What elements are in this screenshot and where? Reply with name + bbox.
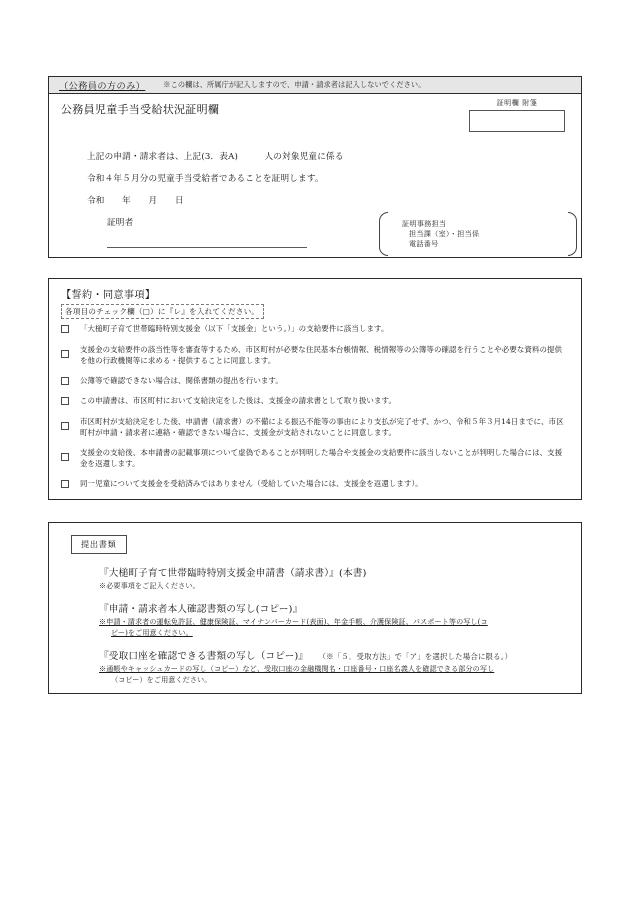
document-entry [99,648,563,686]
checklist-item-label: 支援金の支給後、本申請書の記載事項について虚偽であることが判明した場合や支援金の支給要件に該当しないことが判明した場合には、支援金を返還します。 [80,447,563,469]
public-servant-certification-section [48,76,582,258]
document-note-line-2: （コピー）をご用意ください。 [111,674,212,684]
certification-text-line-2: 令和４年５月分の児童手当受給者であることを証明します。 [87,174,324,184]
document-title-row [99,601,563,615]
checkbox-icon[interactable] [61,422,69,430]
document-title: 『申請・請求者本人確認書類の写し(コピー)』 [99,603,303,615]
checklist-item-label: 「大槌町子育て世帯臨時特別支援金（以下「支援金」という。）」の支給要件に該当します。 [80,324,389,333]
certification-header-bar [49,77,581,94]
document-note [99,664,563,686]
certification-body [49,94,581,257]
certification-section-title: 公務員児童手当受給状況証明欄 [61,103,220,116]
document-note-line-1: ※申請・請求者の運転免許証、健康保険証、マイナンバーカード(表面)、年金手帳、介護保険証、パスポート等の写し(コ [99,616,488,626]
document-note-line-1: ※通帳やキャッシュカードの写し（コピー）など、受取口座の金融機関名・口座番号・口座名義人を確認できる部分の写し [99,663,495,673]
certifier-label: 証明者 [107,218,134,228]
pledge-instruction: 各項目のチェック欄（□）に『レ』を入れてください。 [61,304,264,319]
document-note [99,581,563,592]
submission-documents-tag: 提出書類 [71,535,127,554]
pledge-checklist [61,323,569,498]
contact-line-3: 電話番号 [409,239,439,249]
certification-contact-block [379,212,577,256]
checklist-item-label: 市区町村が支給決定をした後、申請書（請求書）の不備による振込不能等の事由により支払が完了せず、かつ、令和５年３月14日までに、市区町村が申請・請求者に連絡・確認できない場合に、支援金が支給されないことに同意します。 [80,416,564,438]
pledge-section-title: 【誓約・同意事項】 [61,290,156,301]
document-title: 『受取口座を確認できる書類の写し（コピー)』 [99,650,309,662]
submission-documents-list [99,565,563,695]
checklist-item-label: この申請書は、市区町村において支給決定をした後は、支援金の請求書として取り扱います。 [80,396,396,406]
pledge-consent-section [48,278,582,500]
fusen-label: 証明欄 附箋 [496,99,538,107]
certification-date-line: 令和 年 月 日 [87,196,184,206]
checkbox-icon[interactable] [61,377,69,385]
document-entry [99,565,563,592]
checkbox-icon[interactable] [61,350,69,358]
checklist-item[interactable] [61,344,569,367]
brace-right-icon [568,212,577,256]
checklist-item[interactable] [61,478,569,490]
certification-header-note: ※この欄は、所属庁が記入しますので、申請・請求者は記入しないでください。 [163,80,426,89]
signature-rule[interactable] [107,247,307,248]
document-note [99,617,563,639]
document-note-line-2: ピー)をご用意ください。 [111,627,193,637]
checklist-item[interactable] [61,395,569,407]
checklist-item-label: 支援金の支給要件の該当性等を審査等するため、市区町村が必要な住民基本台帳情報、税情報等の公簿等の確認を行うことや必要な資料の提供を他の行政機関等に求める・提供することに同意します。 [80,344,563,366]
checkbox-icon[interactable] [61,480,69,488]
checklist-item-label: 同一児童について支援金を受給済みではありません（受給していた場合には、支援金を返還します）。 [80,478,423,488]
document-entry [99,601,563,639]
document-title-suffix: （※「５．受取方法」で「ア」を選択した場合に限る。） [322,651,513,661]
document-note-line-1: ※必要事項をご記入ください。 [99,581,200,590]
checklist-item[interactable] [61,323,569,335]
checklist-item[interactable] [61,375,569,387]
document-title-row [99,565,563,579]
document-title: 『大槌町子育て世帯臨時特別支援金申請書（請求書）』(本書) [99,568,367,579]
certification-text-line-1: 上記の申請・請求者は、上記(3．表A) 人の対象児童に係る [87,152,344,162]
document-title-row [99,648,563,662]
fusen-input-box[interactable] [469,110,565,132]
contact-line-2: 担当課（室）・担当係 [409,228,480,238]
checkbox-icon[interactable] [61,325,69,333]
checkbox-icon[interactable] [61,397,69,405]
certification-header-title: （公務員の方のみ） [59,81,146,92]
checklist-item[interactable] [61,447,569,470]
checkbox-icon[interactable] [61,453,69,461]
contact-line-1: 証明事務担当 [402,218,447,228]
submission-documents-section [48,522,582,694]
contact-lines [388,219,568,249]
checklist-item-label: 公簿等で確認できない場合は、関係書類の提出を行います。 [80,375,283,385]
brace-left-icon [379,212,388,256]
fusen-field-group [469,98,565,132]
checklist-item[interactable] [61,416,569,439]
